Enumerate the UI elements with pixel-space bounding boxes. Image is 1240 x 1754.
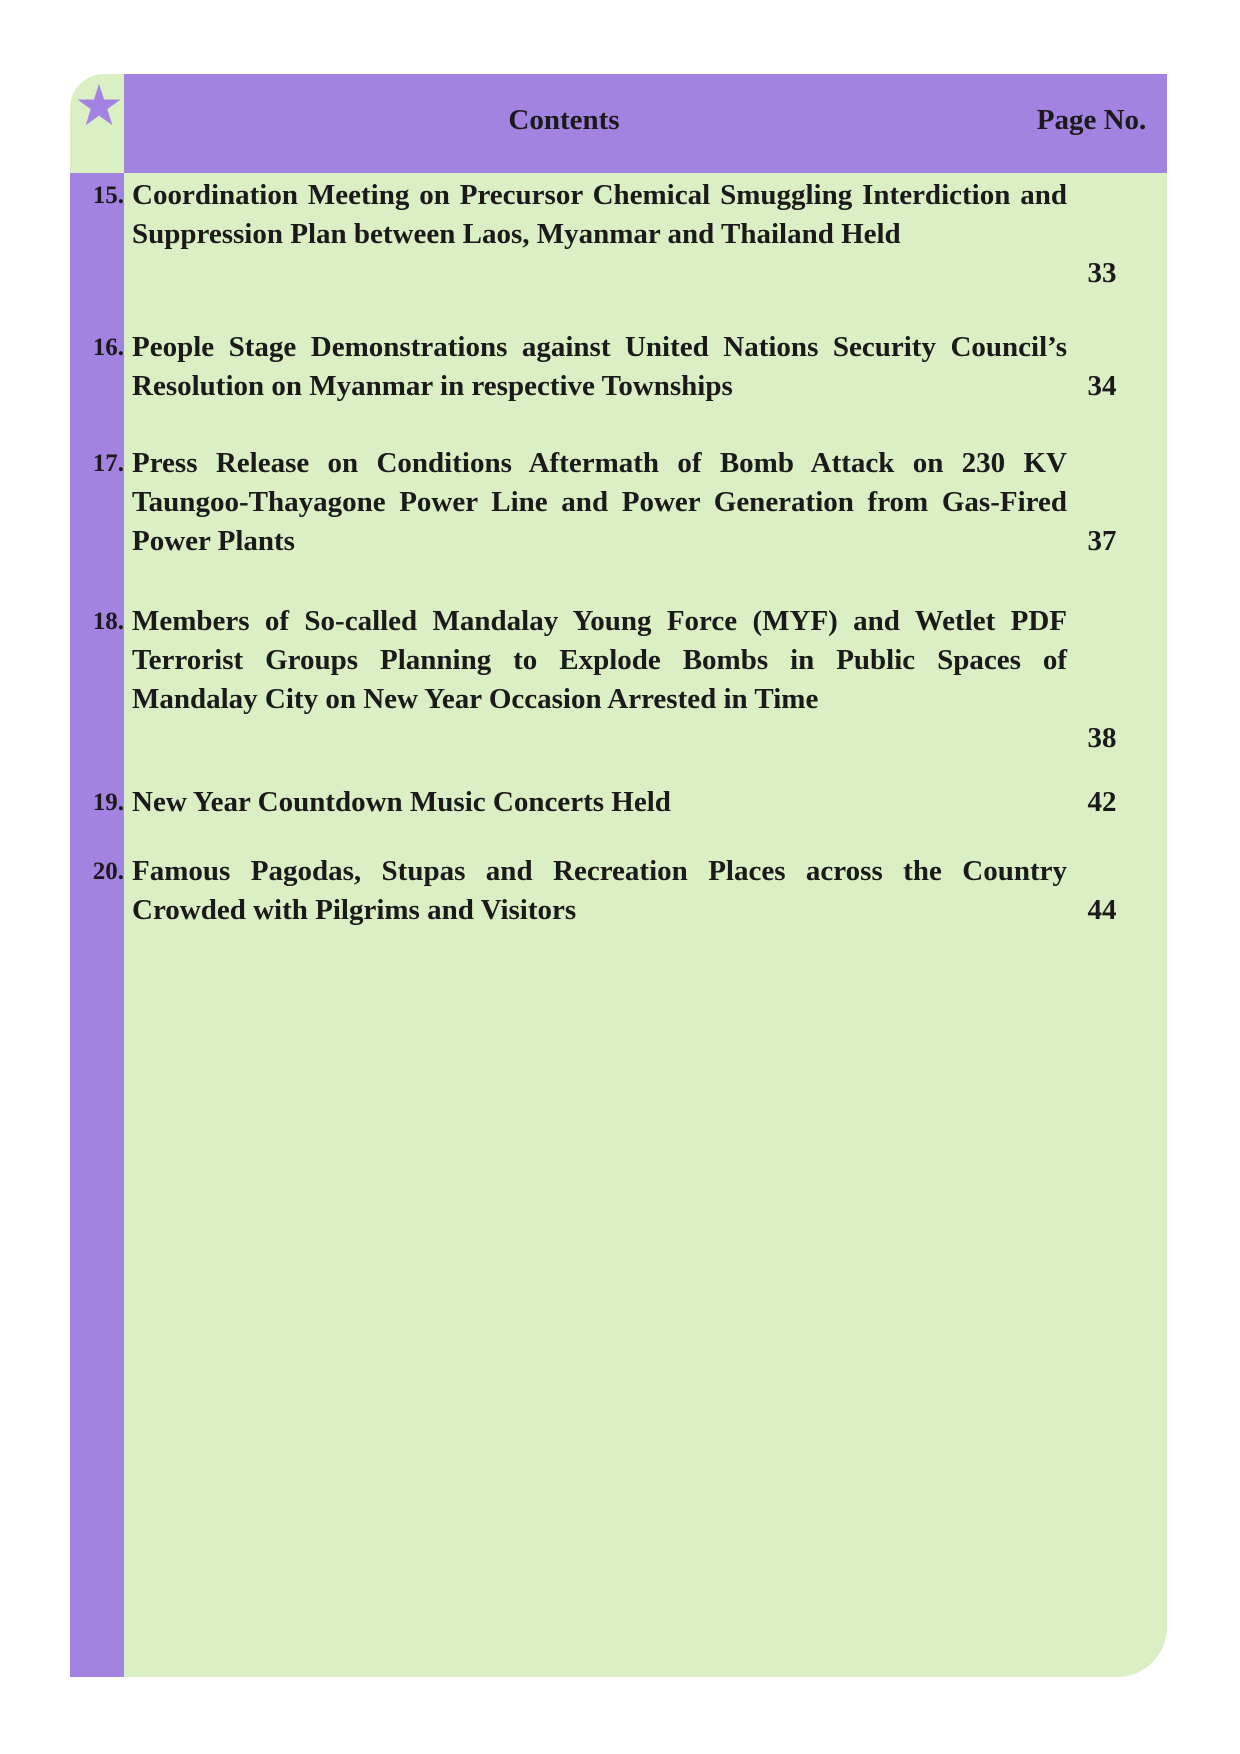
entry-page-number[interactable]: 44: [1087, 894, 1117, 926]
entry-title[interactable]: Press Release on Conditions Aftermath of Bomb Attack on 230 KV Taungoo-Thayagone Power Line and Power Generation from Gas-Fired Power Plants: [132, 447, 1067, 557]
toc-entry[interactable]: [70, 783, 1160, 822]
star-icon: [76, 82, 122, 128]
toc-entry[interactable]: [70, 852, 1160, 930]
entry-title[interactable]: People Stage Demonstrations against United Nations Security Council’s Resolution on Myanmar in respective Townships: [132, 331, 1067, 402]
toc-entry[interactable]: [70, 602, 1160, 758]
entry-number: 19.: [92, 789, 124, 816]
toc-entry[interactable]: [70, 176, 1160, 293]
toc-entry[interactable]: [70, 328, 1160, 406]
entry-page-number[interactable]: 34: [1087, 370, 1117, 402]
entry-title[interactable]: New Year Countdown Music Concerts Held: [132, 786, 671, 818]
entry-page-number[interactable]: 37: [1087, 525, 1117, 557]
entry-number: 16.: [92, 334, 124, 361]
entry-page-number[interactable]: 33: [1087, 257, 1117, 289]
entry-title[interactable]: Famous Pagodas, Stupas and Recreation Places across the Country Crowded with Pilgrims and Visitors: [132, 855, 1067, 926]
entry-number: 15.: [92, 182, 124, 209]
toc-entry[interactable]: [70, 444, 1160, 561]
entry-page-number[interactable]: 42: [1087, 786, 1117, 818]
contents-heading: Contents: [508, 104, 620, 136]
entry-title[interactable]: Members of So-called Mandalay Young Force (MYF) and Wetlet PDF Terrorist Groups Planning to Explode Bombs in Public Spaces of Mandalay City on New Year Occasion Arrested in Time: [132, 605, 1067, 715]
entry-number: 17.: [92, 450, 124, 477]
entry-number: 20.: [92, 858, 124, 885]
entry-title[interactable]: Coordination Meeting on Precursor Chemical Smuggling Interdiction and Suppression Plan between Laos, Myanmar and Thailand Held: [132, 179, 1067, 250]
entry-number: 18.: [92, 608, 124, 635]
page-no-heading: Page No.: [1036, 104, 1147, 136]
entry-page-number[interactable]: 38: [1087, 722, 1117, 754]
